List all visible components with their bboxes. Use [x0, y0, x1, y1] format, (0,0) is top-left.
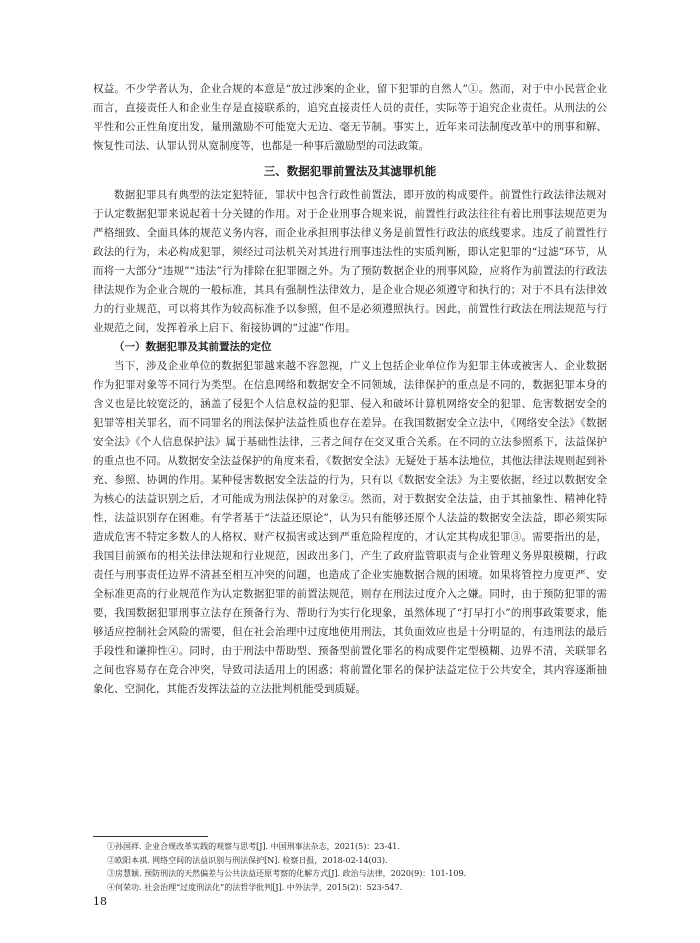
- footnote-1: ①孙国祥. 企业合规改革实践的观察与思考[J]. 中国刑事法杂志，2021(5)：23-41.: [107, 842, 400, 851]
- paragraph-continued: 权益。不少学者认为，企业合规的本意是“放过涉案的企业，留下犯罪的自然人”①。然而，对于中小民营企业而言，直接责任人和企业生存是直接联系的，追究直接责任人员的责任，实际等于追究企业责任。从刑法的公平性和公正性角度出发，量刑激励不可能宽大无边、毫无节制。事实上，近年来司法制度改革中的刑事和解、恢复性司法、认罪认罚从宽制度等，也都是一种事后激励型的司法政策。: [93, 83, 607, 152]
- paragraph-main: 当下，涉及企业单位的数据犯罪越来越不容忽视，广义上包括企业单位作为犯罪主体或被害人、企业数据作为犯罪对象等不同行为类型。在信息网络和数据安全不同领域，法律保护的重点是不同的，数据犯罪本身的含义也是比较宽泛的，涵盖了侵犯个人信息权益的犯罪、侵入和破坏计算机网络安全的犯罪、危害数据安全的犯罪等相关罪名，而不同罪名的刑法保护法益性质也存在差异。在我国数据安全立法中，《网络安全法》《数据安全法》《个人信息保护法》属于基础性法律，三者之间存在交叉重合关系。在不同的立法参照系下，法益保护的重点也不同。从数据安全法益保护的角度来看，《数据安全法》无疑处于基本法地位，其他法律法规则起到补充、参照、协调的作用。某种侵害数据安全法益的行为，只有以《数据安全法》为主要依据，经过以数据安全为核心的法益识别之后，才可能成为刑法保护的对象②。然而，对于数据安全法益，由于其抽象性、精神化特性，法益识别存在困难。有学者基于“法益还原论”，认为只有能够还原个人法益的数据安全法益，即必须实际造成危害不特定多数人的人格权、财产权损害或达到严重危险程度的，才认定其构成犯罪③。需要指出的是，我国目前颁布的相关法律法规和行业规范，因政出多门，产生了政府监管职责与企业管理义务界限模糊，行政责任与刑事责任边界不清甚至相互冲突的问题，也造成了企业实施数据合规的困境。如果将管控力度更严、安全标准更高的行业规范作为认定数据犯罪的前置法规范，则存在刑法过度介入之嫌。同时，由于预防犯罪的需要，我国数据犯罪刑事立法存在预备行为、帮助行为实行化现象，虽然体现了“打早打小”的刑事政策要求，能够适应控制社会风险的需要，但在社会治理中过度地使用刑法，其负面效应也是十分明显的，有违刑法的最后手段性和谦抑性④。同时，由于刑法中帮助型、预备型前置化罪名的构成要件定型模糊、边界不清，关联罪名之间也容易存在竞合冲突，导致司法适用上的困惑；将前置化罪名的保护法益定位于公共安全，其内容逐渐抽象化、空洞化，其能否发挥法益的立法批判机能受到质疑。: [93, 360, 607, 695]
- footnote-divider: [93, 836, 208, 837]
- body-text: [93, 80, 607, 699]
- footnote-3: ③房慧颖. 预防刑法的天然偏差与公共法益还原考察的化解方式[J]. 政治与法律，2020(9)：101-109.: [107, 869, 467, 878]
- footnote-2: ②欧阳本祺. 网络空间的法益识别与刑法保护[N]. 检察日报，2018-02-14(03).: [107, 855, 388, 865]
- page-number: 18: [93, 895, 107, 908]
- section-heading: 三、数据犯罪前置法及其滤罪机能: [263, 164, 437, 178]
- footnotes: [107, 840, 607, 894]
- footnote-4: ④何荣功. 社会治理“过度刑法化”的法哲学批判[J]. 中外法学，2015(2)：523-547.: [107, 882, 403, 892]
- subsection-heading: （一）数据犯罪及其前置法的定位: [114, 341, 272, 353]
- paragraph-intro: 数据犯罪具有典型的法定犯特征，罪状中包含行政性前置法，即开放的构成要件。前置性行政法律法规对于认定数据犯罪来说起着十分关键的作用。对于企业刑事合规来说，前置性行政法往往有着比刑事法规范更为严格细致、全面具体的规范义务内容，而企业承担刑事法律义务是前置性行政法的底线要求。违反了前置性行政法的行为，未必构成犯罪，须经过司法机关对其进行刑事违法性的实质判断，即认定犯罪的“过滤”环节，从而将一大部分“违规”“违法”行为排除在犯罪圈之外。为了预防数据企业的刑事风险，应将作为前置法的行政法律法规作为企业合规的一般标准，其具有强制性法律效力，是企业合规必须遵守和执行的；对于不具有法律效力的行业规范，可以将其作为较高标准予以参照，但不是必须遵照执行。因此，前置性行政法在刑法规范与行业规范之间，发挥着承上启下、衔接协调的“过滤”作用。: [93, 189, 607, 334]
